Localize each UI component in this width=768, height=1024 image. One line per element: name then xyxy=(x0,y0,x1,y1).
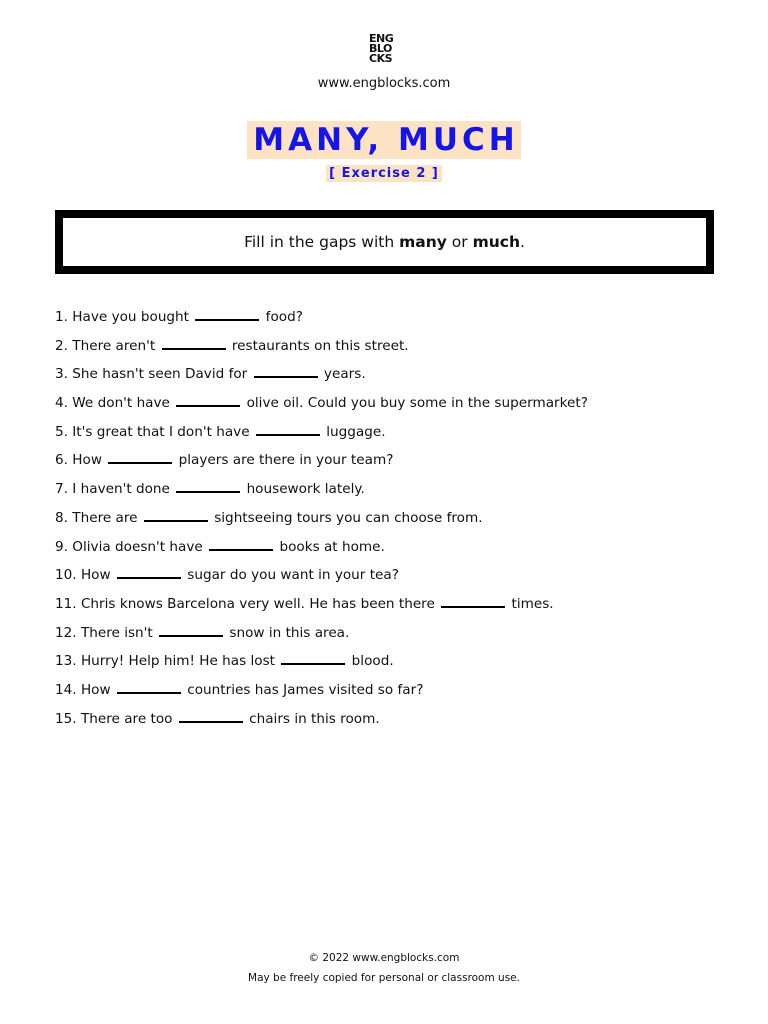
question-text-before: 5. It's great that I don't have xyxy=(55,423,250,440)
question-item xyxy=(55,708,735,737)
question-item xyxy=(55,449,735,478)
logo-line: CKS xyxy=(369,52,393,65)
answer-blank[interactable] xyxy=(195,307,259,321)
answer-blank[interactable] xyxy=(254,364,318,378)
instr-word-much: much xyxy=(472,233,520,251)
answer-blank[interactable] xyxy=(281,651,345,665)
question-item xyxy=(55,650,735,679)
page-title: MANY, MUCH xyxy=(247,121,520,159)
question-item xyxy=(55,679,735,708)
subtitle-wrap xyxy=(0,162,768,182)
question-text-before: 2. There aren't xyxy=(55,337,156,354)
question-text-before: 4. We don't have xyxy=(55,395,170,412)
question-text-after: books at home. xyxy=(279,538,385,555)
logo-line: ENG xyxy=(369,32,394,45)
exercise-label: [ Exercise 2 ] xyxy=(326,165,442,182)
question-item xyxy=(55,478,735,507)
question-text-after: restaurants on this street. xyxy=(231,337,409,354)
question-text-after: luggage. xyxy=(326,423,386,440)
answer-blank[interactable] xyxy=(117,565,181,579)
engblocks-logo xyxy=(369,34,399,64)
license-text: May be freely copied for personal or classroom use. xyxy=(248,972,520,984)
question-item xyxy=(55,363,735,392)
question-text-after: snow in this area. xyxy=(229,624,350,641)
title-wrap xyxy=(0,121,768,159)
answer-blank[interactable] xyxy=(162,336,226,350)
question-text-before: 10. How xyxy=(55,567,111,584)
question-item xyxy=(55,564,735,593)
question-text-before: 7. I haven't done xyxy=(55,481,170,498)
question-text-before: 15. There are too xyxy=(55,710,173,727)
question-text-after: sugar do you want in your tea? xyxy=(187,567,399,584)
question-text-before: 13. Hurry! Help him! He has lost xyxy=(55,653,276,670)
question-text-before: 1. Have you bought xyxy=(55,309,190,325)
instructions-box xyxy=(55,210,714,274)
question-item xyxy=(55,507,735,536)
question-text-after: times. xyxy=(511,595,554,612)
question-text-after: players are there in your team? xyxy=(178,452,394,469)
question-text-after: housework lately. xyxy=(246,481,365,498)
question-text-after: years. xyxy=(323,366,366,383)
question-text-before: 8. There are xyxy=(55,509,138,526)
answer-blank[interactable] xyxy=(176,479,240,493)
question-text-after: countries has James visited so far? xyxy=(187,681,424,698)
answer-blank[interactable] xyxy=(441,594,505,608)
question-item xyxy=(55,421,735,450)
instr-suffix: . xyxy=(520,233,525,251)
question-item xyxy=(55,392,735,421)
question-text-before: 11. Chris knows Barcelona very well. He has been there xyxy=(55,595,435,612)
answer-blank[interactable] xyxy=(144,508,208,522)
question-text-before: 3. She hasn't seen David for xyxy=(55,366,248,383)
site-url: www.engblocks.com xyxy=(317,76,451,91)
question-item xyxy=(55,335,735,364)
question-item xyxy=(55,622,735,651)
question-text-after: olive oil. Could you buy some in the supermarket? xyxy=(246,395,588,412)
answer-blank[interactable] xyxy=(209,537,273,551)
answer-blank[interactable] xyxy=(176,393,240,407)
instructions-text xyxy=(244,233,525,251)
question-item xyxy=(55,536,735,565)
instr-middle: or xyxy=(446,233,473,251)
question-text-before: 9. Olivia doesn't have xyxy=(55,538,203,555)
question-item xyxy=(55,593,735,622)
question-text-after: chairs in this room. xyxy=(249,710,380,727)
answer-blank[interactable] xyxy=(179,709,243,723)
question-text-before: 12. There isn't xyxy=(55,624,153,641)
answer-blank[interactable] xyxy=(256,422,320,436)
question-text-after: sightseeing tours you can choose from. xyxy=(214,509,483,526)
answer-blank[interactable] xyxy=(108,450,172,464)
question-text-before: 14. How xyxy=(55,681,111,698)
question-item xyxy=(55,306,735,335)
answer-blank[interactable] xyxy=(159,623,223,637)
instr-word-many: many xyxy=(399,233,447,251)
question-list xyxy=(55,306,735,736)
question-text-after: blood. xyxy=(351,653,394,670)
logo-line: BLO xyxy=(369,42,392,55)
question-text-after: food? xyxy=(265,309,303,325)
answer-blank[interactable] xyxy=(117,680,181,694)
instr-prefix: Fill in the gaps with xyxy=(244,233,400,251)
question-text-before: 6. How xyxy=(55,452,102,469)
copyright-text: © 2022 www.engblocks.com xyxy=(308,952,460,964)
